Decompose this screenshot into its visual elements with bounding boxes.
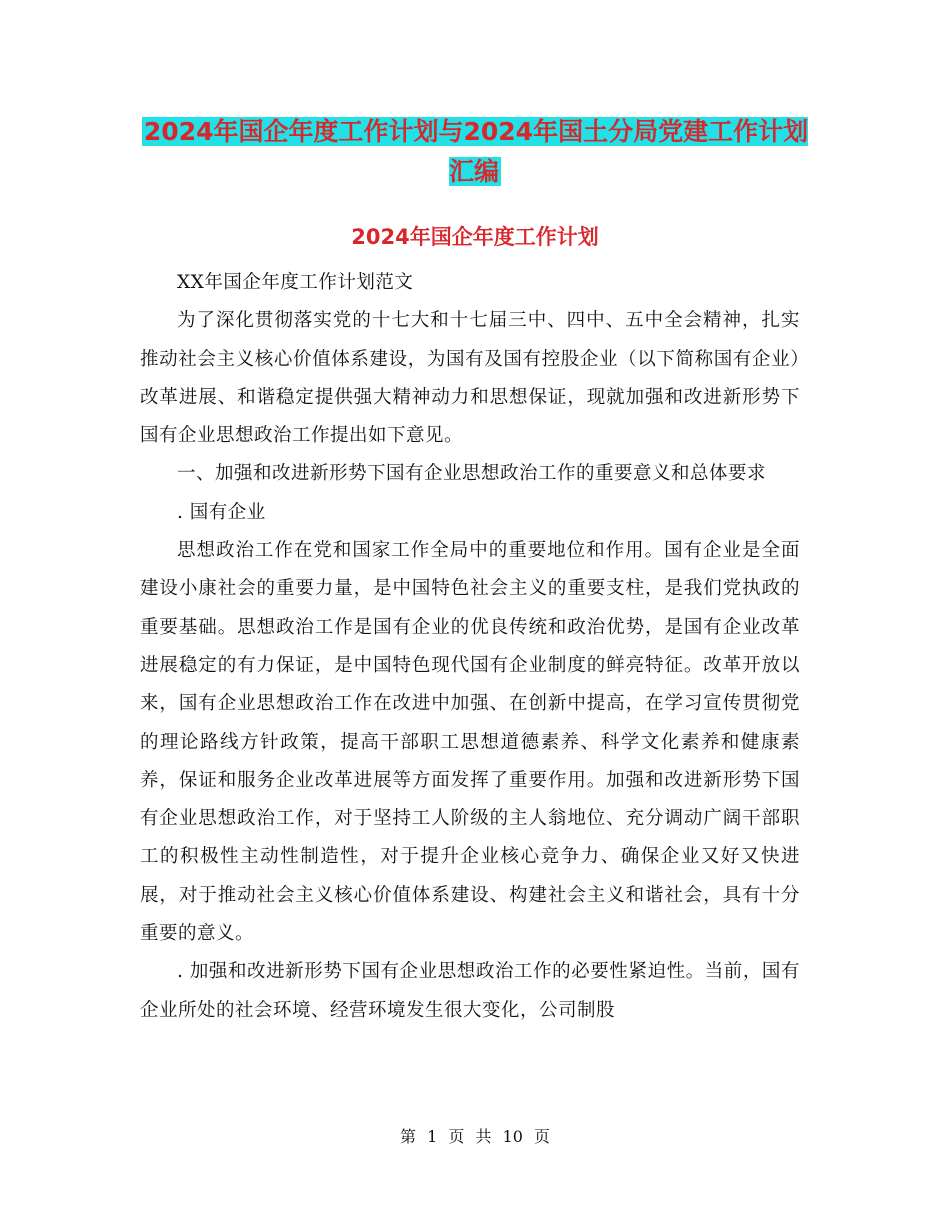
paragraph: XX年国企年度工作计划范文 bbox=[177, 272, 414, 293]
paragraph: 一、加强和改进新形势下国有企业思想政治工作的重要意义和总体要求 bbox=[177, 463, 767, 485]
paragraph: 思想政治工作在党和国家工作全局中的重要地位和作用。国有企业是全面建设小康社会的重要力量，是中国特色社会主义的重要支柱，是我们党执政的重要基础。思想政治工作是国有企业的优良传统和政治优势，是国有企业改革进展稳定的有力保证，是中国特色现代国有企业制度的鲜亮特征。改革开放以来，国有企业思想政治工作在改进中加强、在创新中提高，在学习宣传贯彻党的理论路线方针政策，提高干部职工思想道德素养、科学文化素养和健康素养，保证和服务企业改革进展等方面发挥了重要作用。加强和改进新形势下国有企业思想政治工作，对于坚持工人阶级的主人翁地位、充分调动广阔干部职工的积极性主动性制造性，对于提升企业核心竞争力、确保企业又好又快进展，对于推动社会主义核心价值体系建设、构建社会主义和谐社会，具有十分重要的意义。 bbox=[140, 540, 800, 945]
document-main-title bbox=[140, 112, 810, 192]
page-number-footer: 第 1 页 共 10 页 bbox=[400, 1127, 550, 1146]
paragraph: 为了深化贯彻落实党的十七大和十七届三中、四中、五中全会精神，扎实推动社会主义核心价值体系建设，为国有及国有控股企业（以下简称国有企业）改革进展、和谐稳定提供强大精神动力和思想保证，现就加强和改进新形势下国有企业思想政治工作提出如下意见。 bbox=[140, 310, 800, 447]
paragraph: . 加强和改进新形势下国有企业思想政治工作的必要性紧迫性。当前，国有企业所处的社会环境、经营环境发生很大变化，公司制股 bbox=[140, 961, 800, 1021]
main-title-text: 2024年国企年度工作计划与2024年国土分局党建工作计划汇编 bbox=[143, 117, 809, 186]
section-title: 2024年国企年度工作计划 bbox=[351, 225, 599, 249]
document-body bbox=[140, 264, 800, 1030]
paragraph: . 国有企业 bbox=[177, 501, 266, 523]
